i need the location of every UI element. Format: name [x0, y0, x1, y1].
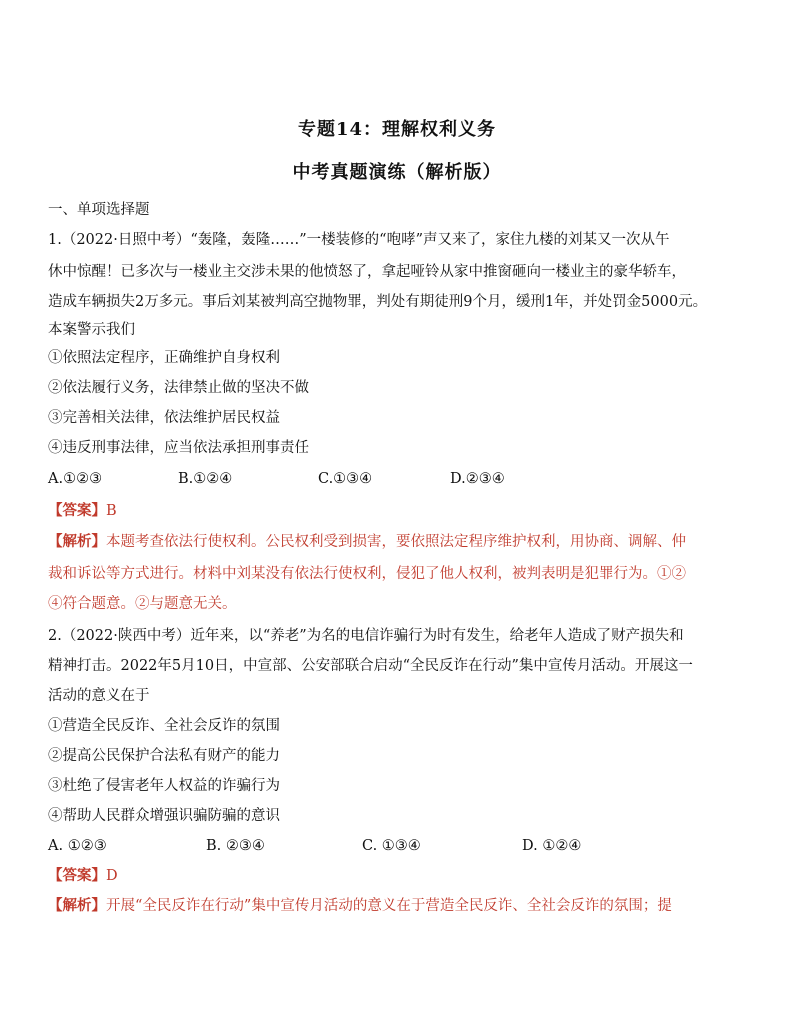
q1-options	[48, 469, 748, 489]
analysis-tag: 【解析】	[48, 897, 106, 914]
q1-answer	[48, 501, 748, 521]
q1-option-b: B.①②④	[178, 471, 233, 487]
analysis-text: 开展“全民反诈在行动”集中宣传月活动的意义在于营造全民反诈、全社会反诈的氛围；提	[106, 898, 672, 914]
q1-option-a: A.①②③	[48, 471, 103, 487]
q1-option-c: C.①③④	[318, 471, 373, 487]
page-title: 专题14：理解权利义务	[297, 119, 497, 140]
q2-option-a: A. ①②③	[48, 838, 107, 854]
q2-stem-line: 活动的意义在于	[48, 688, 150, 704]
analysis-tag: 【解析】	[48, 533, 106, 550]
q2-item: ③杜绝了侵害老年人权益的诈骗行为	[48, 778, 280, 794]
q2-options	[48, 836, 748, 856]
q2-option-d: D. ①②④	[522, 838, 582, 854]
answer-value: D	[106, 868, 118, 884]
q2-item: ②提高公民保护合法私有财产的能力	[48, 748, 280, 764]
q1-item: ②依法履行义务，法律禁止做的坚决不做	[48, 380, 309, 396]
q1-analysis-line: 裁和诉讼等方式进行。材料中刘某没有依法行使权利，侵犯了他人权利，被判表明是犯罪行为。①②	[48, 566, 686, 582]
answer-tag: 【答案】	[48, 867, 106, 884]
q2-stem-line: 精神打击。2022年5月10日，中宣部、公安部联合启动“全民反诈在行动”集中宣传月活动。开展这一	[48, 658, 693, 674]
q1-analysis	[48, 532, 748, 552]
q1-item: ①依照法定程序，正确维护自身权利	[48, 350, 280, 366]
q2-option-c: C. ①③④	[362, 838, 421, 854]
q2-answer	[48, 866, 748, 886]
q1-item: ④违反刑事法律，应当依法承担刑事责任	[48, 440, 309, 456]
q1-analysis-line: ④符合题意。②与题意无关。	[48, 596, 237, 612]
q1-option-d: D.②③④	[450, 471, 505, 487]
q1-item: ③完善相关法律，依法维护居民权益	[48, 410, 280, 426]
q1-stem-line: 休中惊醒！已多次与一楼业主交涉未果的他愤怒了，拿起哑铃从家中推窗砸向一楼业主的豪华轿车，	[48, 264, 686, 280]
analysis-text: 本题考查依法行使权利。公民权利受到损害，要依照法定程序维护权利，用协商、调解、仲	[106, 534, 686, 550]
q2-analysis	[48, 896, 748, 916]
section-heading: 一、单项选择题	[48, 202, 150, 218]
q1-stem-line: 1.（2022·日照中考）“轰隆，轰隆……”一楼装修的“咆哮”声又来了，家住九楼的刘某又一次从午	[48, 232, 670, 248]
page-subtitle: 中考真题演练（解析版）	[292, 162, 502, 183]
q2-item: ①营造全民反诈、全社会反诈的氛围	[48, 718, 280, 734]
q1-stem-line: 本案警示我们	[48, 322, 135, 338]
q1-stem-line: 造成车辆损失2万多元。事后刘某被判高空抛物罪，判处有期徒刑9个月，缓刑1年，并处罚金5000元。	[48, 294, 708, 310]
q2-stem-line: 2.（2022·陕西中考）近年来，以“养老”为名的电信诈骗行为时有发生，给老年人造成了财产损失和	[48, 628, 684, 644]
q2-item: ④帮助人民群众增强识骗防骗的意识	[48, 808, 280, 824]
q2-option-b: B. ②③④	[206, 838, 265, 854]
answer-value: B	[106, 503, 117, 519]
answer-tag: 【答案】	[48, 502, 106, 519]
